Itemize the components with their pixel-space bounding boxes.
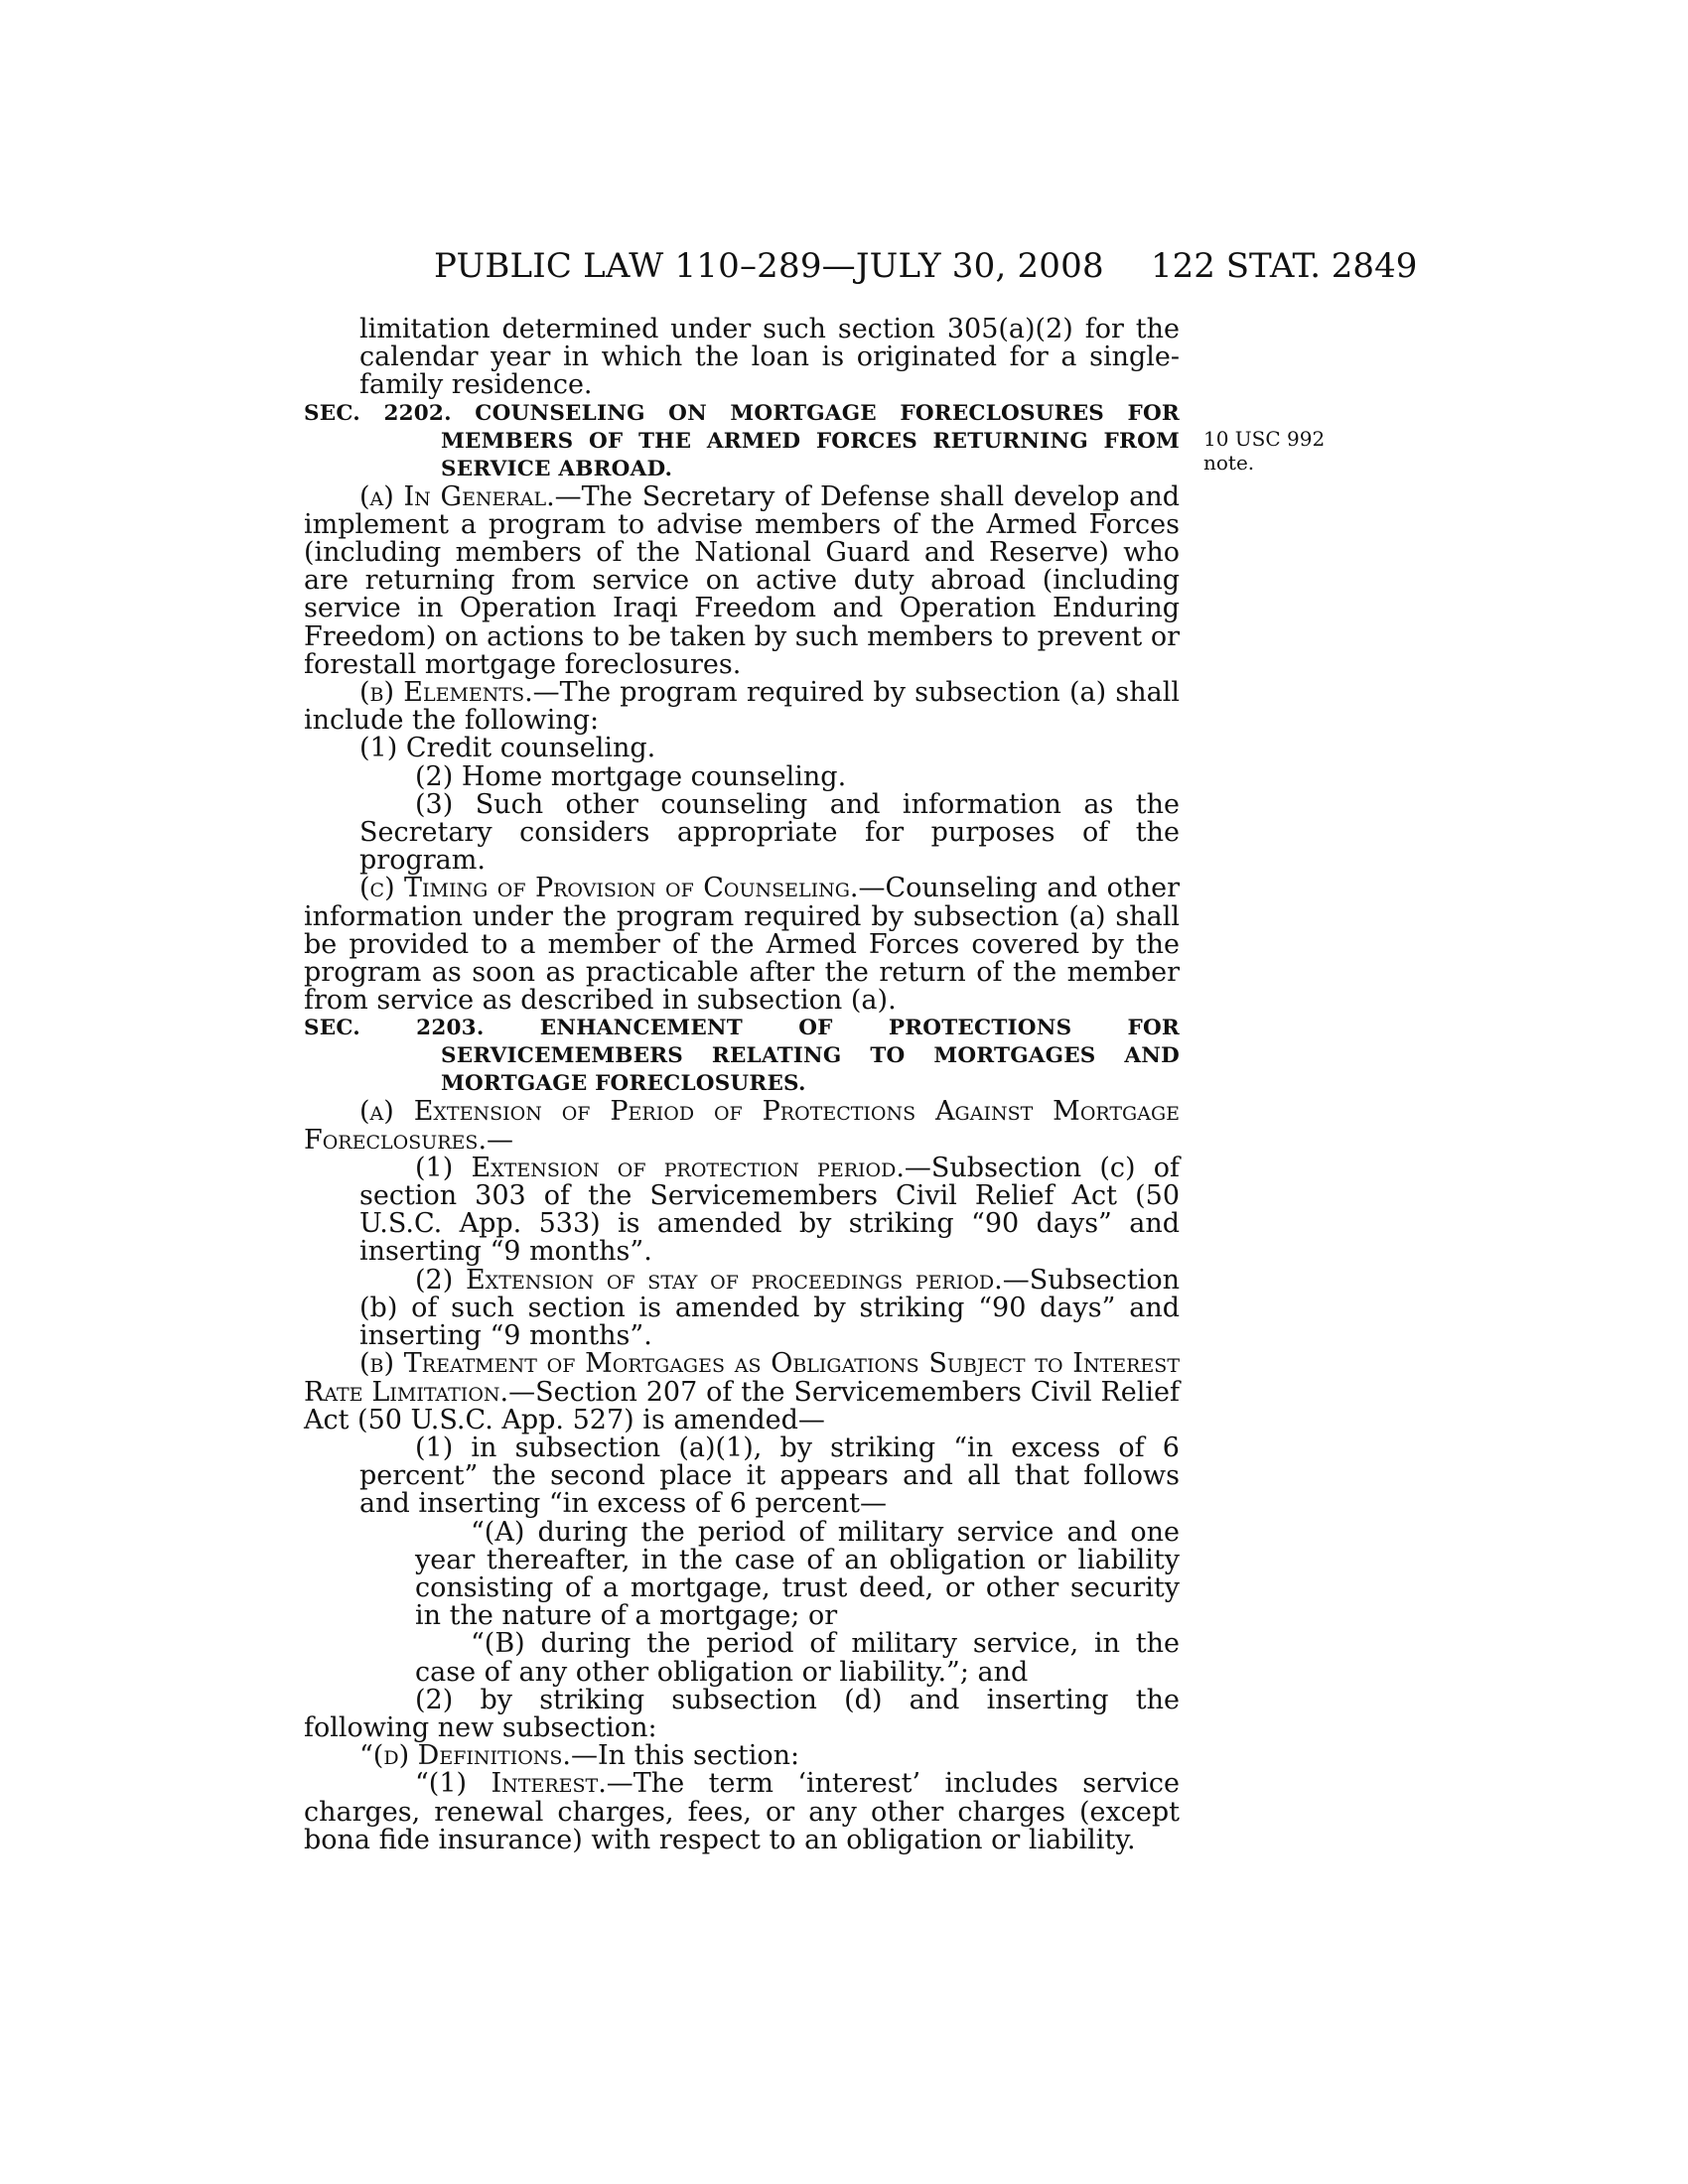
sec2202-b1: (1) Credit counseling. xyxy=(359,733,656,764)
statute-page-number: 122 STAT. 2849 xyxy=(1151,246,1418,286)
intro-continuation: limitation determined under such section 305(a)(2) for the calendar year in which the loan is originated for a single-family residence. xyxy=(359,314,1180,401)
sec2202-a-text: —The Secretary of Defense shall develop and implement a program to advise members of the Armed Forces (including members of the National Guard and Reserve) who are returning from service on active duty abroad (including service in Operation Iraqi Freedom and Operation Enduring Freedom) on actions to be taken by such members to prevent or forestall mortgage foreclosures. xyxy=(304,480,1180,680)
sec2203-d1 xyxy=(304,1770,1180,1854)
page-body xyxy=(304,316,1180,1854)
sec2203-a1 xyxy=(304,1152,1180,1268)
section-2203-heading: SEC. 2203. ENHANCEMENT OF PROTECTIONS FOR SERVICEMEMBERS RELATING TO MORTGAGES AND MORTGAGE FORECLOSURES. xyxy=(304,1016,1180,1097)
sec2202-b3: (3) Such other counseling and information as the Secretary considers appropriate for purposes of the program. xyxy=(359,788,1180,877)
sec2203-a-text: — xyxy=(487,1124,514,1156)
sec2203-a2-text: —Subsection (b) of such section is amended by striking “90 days” and inserting “9 months”. xyxy=(359,1264,1180,1352)
section-2202-heading: SEC. 2202. COUNSELING ON MORTGAGE FORECLOSURES FOR MEMBERS OF THE ARMED FORCES RETURNING FROM SERVICE ABROAD. xyxy=(304,400,1180,481)
sec2202-subsection-c xyxy=(304,875,1180,1015)
sec2203-d1-text: —The term ‘interest’ includes service charges, renewal charges, fees, or any other charges (except bona fide insurance) with respect to an obligation or liability. xyxy=(304,1768,1180,1855)
sec2203-a2 xyxy=(304,1264,1180,1352)
margin-note-citation: 10 USC 992 xyxy=(1203,427,1326,451)
margin-note-suffix: note. xyxy=(1203,451,1255,475)
sec2202-b-text: —The program required by subsection (a) shall include the following: xyxy=(304,677,1181,737)
sec2203-subsection-a xyxy=(304,1098,1180,1154)
margin-note xyxy=(1203,427,1333,475)
sec2203-d xyxy=(304,1742,1180,1770)
sec2202-subsection-a xyxy=(304,480,1180,680)
sec2202-a-label: (a) In General. xyxy=(359,480,555,512)
sec2202-c-text: —Counseling and other information under the program required by subsection (a) shall be provided to a member of the Armed Forces covered by the program as soon as practicable after the return of the member from service as described in subsection (a). xyxy=(304,873,1180,1017)
sec2203-bA: “(A) during the period of military service and one year thereafter, in the case of an obligation or liability consisting of a mortgage, trust deed, or other security in the nature of a mortgage; or xyxy=(415,1516,1180,1632)
sec2203-a2-label: (2) Extension of stay of proceedings period. xyxy=(415,1264,1003,1296)
sec2202-subsection-b xyxy=(304,679,1180,735)
sec2203-d-text: —In this section: xyxy=(571,1740,800,1772)
running-header-title: PUBLIC LAW 110–289—JULY 30, 2008 xyxy=(434,246,1104,286)
sec2203-a-label: (a) Extension of Period of Protections Against Mortgage Foreclosures. xyxy=(304,1096,1180,1156)
sec2203-b1: (1) in subsection (a)(1), by striking “in excess of 6 percent” the second place it appears and all that follows and inserting “in excess of 6 percent— xyxy=(359,1432,1180,1520)
sec2203-a1-label: (1) Extension of protection period. xyxy=(415,1152,905,1183)
sec2203-subsection-b xyxy=(304,1350,1180,1434)
sec2203-b-text: —Section 207 of the Servicemembers Civil Relief Act (50 U.S.C. App. 527) is amended— xyxy=(304,1376,1181,1435)
sec2203-bB: “(B) during the period of military service, in the case of any other obligation or liability.”; and xyxy=(415,1628,1180,1688)
sec2203-b2: (2) by striking subsection (d) and inserting the following new subsection: xyxy=(304,1684,1180,1743)
sec2202-c-label: (c) Timing of Provision of Counseling. xyxy=(359,873,859,904)
sec2203-d1-label: “(1) Interest. xyxy=(415,1768,607,1800)
sec2203-b-label: (b) Treatment of Mortgages as Obligations Subject to Interest Rate Limitation. xyxy=(304,1348,1180,1408)
sec2203-d-label: “(d) Definitions. xyxy=(359,1740,572,1772)
sec2203-a1-text: —Subsection (c) of section 303 of the Servicemembers Civil Relief Act (50 U.S.C. App. 533) is amended by striking “90 days” and inserting “9 months”. xyxy=(359,1152,1180,1268)
sec2202-b2: (2) Home mortgage counseling. xyxy=(415,760,847,792)
sec2202-b-label: (b) Elements. xyxy=(359,677,533,709)
